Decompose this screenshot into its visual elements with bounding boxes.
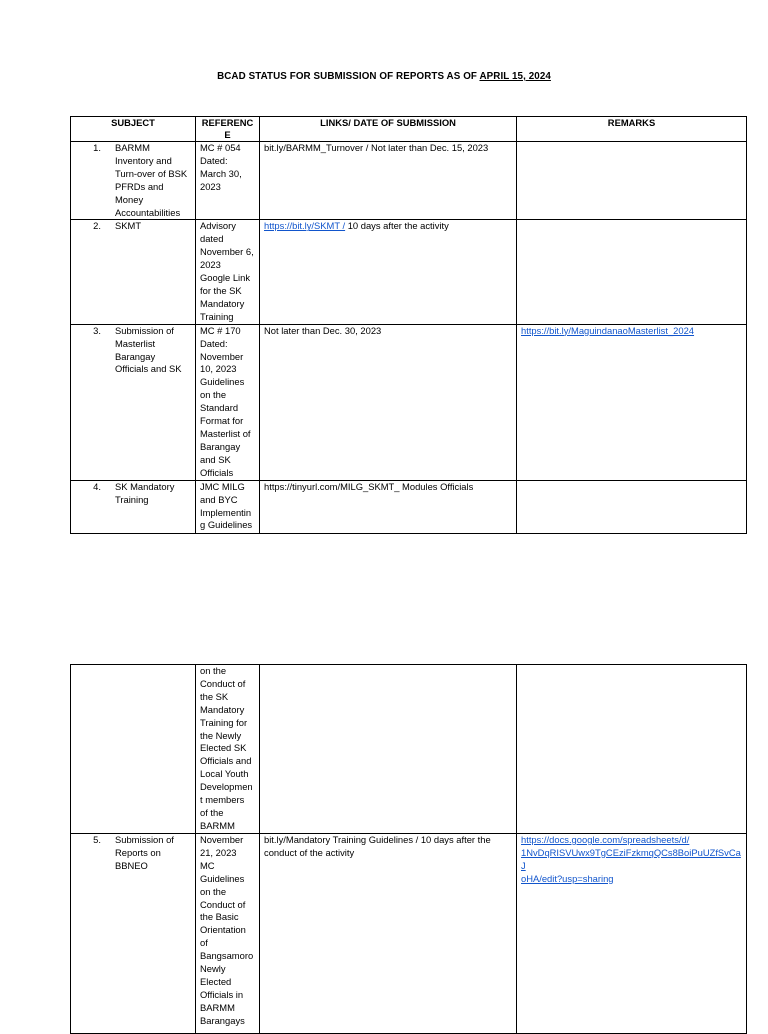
reference-cell: MC # 170 Dated: November 10, 2023 Guidelines on the Standard Format for Masterlist of Barangay and SK Officials [196, 324, 260, 480]
status-table-continued [70, 664, 747, 1034]
subject-cell [71, 480, 196, 533]
skmt-link[interactable]: https://bit.ly/SKMT / [264, 220, 346, 232]
subject-cell [71, 142, 196, 220]
links-text: 10 days after the activity [345, 220, 449, 232]
table-row [71, 834, 747, 1034]
table-row [71, 142, 747, 220]
links-text: Not later than Dec. 30, 2023 [264, 324, 382, 336]
subject-cell [71, 220, 196, 324]
subject-text: Submission of Masterlist Barangay Officials and SK [115, 324, 182, 375]
row-number: 3. [93, 324, 101, 336]
page-title [0, 71, 768, 83]
header-row [71, 117, 747, 142]
subject-cell [71, 324, 196, 480]
table-row [71, 324, 747, 480]
links-cell [260, 480, 517, 533]
header-reference: REFERENCE [196, 117, 260, 142]
spreadsheet-link[interactable]: https://docs.google.com/spreadsheets/d/ 1NvDqRISVUwx9TgCEziFzkmqQCs8BoiPuUZfSvCaJ oHA/edit?usp=sharing [521, 834, 741, 884]
links-cell [260, 324, 517, 480]
title-date: APRIL 15, 2024 [479, 71, 551, 82]
reference-cell: JMC MILG and BYC Implementin g Guidelines [196, 480, 260, 533]
table-row [71, 220, 747, 324]
remarks-cell [517, 142, 747, 220]
subject-cell [71, 834, 196, 1034]
reference-cell: on the Conduct of the SK Mandatory Training for the Newly Elected SK Officials and Local Youth Developmen t members of the BARMM [196, 665, 260, 834]
remarks-cell [517, 665, 747, 834]
subject-text: SK Mandatory Training [115, 480, 175, 505]
row-number: 4. [93, 480, 101, 492]
links-cell [260, 142, 517, 220]
subject-text: SKMT [115, 220, 142, 232]
remarks-cell [517, 220, 747, 324]
subject-cell [71, 665, 196, 834]
header-remarks: REMARKS [517, 117, 747, 142]
masterlist-link[interactable]: https://bit.ly/MaguindanaoMasterlist_2024 [521, 324, 695, 336]
row-number: 2. [93, 220, 101, 232]
links-cell [260, 665, 517, 834]
remarks-cell [517, 480, 747, 533]
links-cell: bit.ly/Mandatory Training Guidelines / 10 days after the conduct of the activity [260, 834, 517, 1034]
links-text: https://tinyurl.com/MILG_SKMT_ Modules Officials [264, 480, 474, 492]
subject-text: Submission of Reports on BBNEO [115, 834, 174, 871]
row-number: 5. [93, 834, 101, 845]
status-table [70, 116, 747, 534]
header-subject: SUBJECT [71, 117, 196, 142]
title-text: BCAD STATUS FOR SUBMISSION OF REPORTS AS OF [217, 71, 480, 82]
reference-cell: MC # 054 Dated: March 30, 2023 [196, 142, 260, 220]
reference-cell: Advisory dated November 6, 2023 Google Link for the SK Mandatory Training [196, 220, 260, 324]
remarks-cell [517, 834, 747, 1034]
links-cell [260, 220, 517, 324]
table-row [71, 480, 747, 533]
row-number: 1. [93, 142, 101, 153]
remarks-cell [517, 324, 747, 480]
header-links: LINKS/ DATE OF SUBMISSION [260, 117, 517, 142]
links-text: bit.ly/BARMM_Turnover / Not later than Dec. 15, 2023 [264, 142, 489, 153]
table-row [71, 665, 747, 834]
subject-text: BARMM Inventory and Turn-over of BSK PFRDs and Money Accountabilities [115, 142, 188, 218]
reference-cell: November 21, 2023 MC Guidelines on the Conduct of the Basic Orientation of Bangsamoro Newly Elected Officials in BARMM Barangays [196, 834, 260, 1034]
